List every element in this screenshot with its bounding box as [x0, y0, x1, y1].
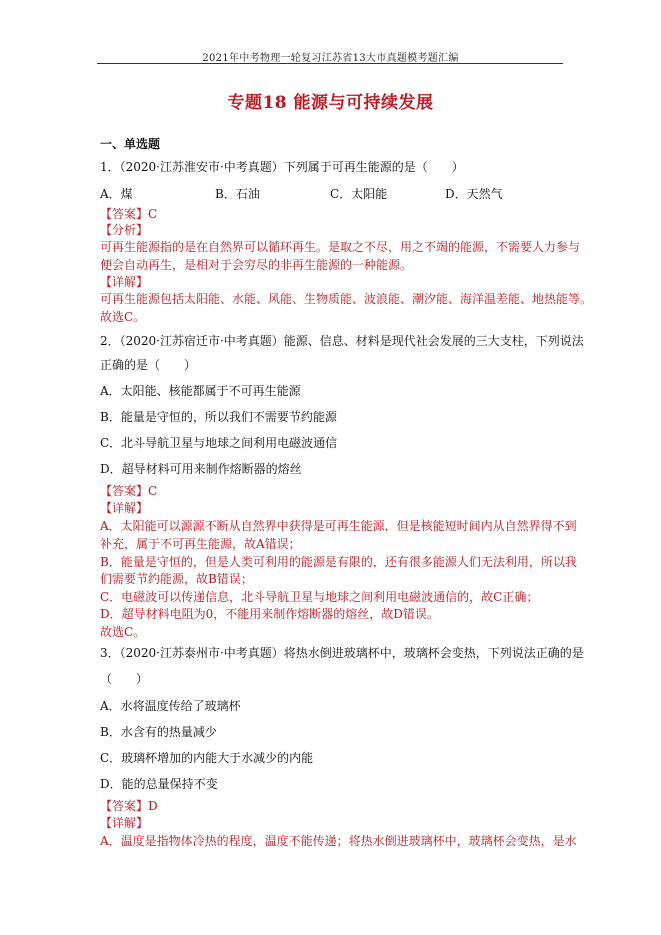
q2-detail-line: D．超导材料电阻为0，不能用来制作熔断器的熔丝，故D错误。 [100, 607, 439, 621]
q2-detail-line: A．太阳能可以源源不断从自然界中获得是可再生能源，但是核能短时间内从自然界得不到 [100, 519, 577, 533]
q1-detail-line: 可再生能源包括太阳能、水能、风能、生物质能、波浪能、潮汐能、海洋温差能、地热能等。 [100, 292, 593, 306]
q2-detail-line: 们需要节约能源，故B错误； [100, 572, 253, 586]
q2-option-c: C．北斗导航卫星与地球之间利用电磁波通信 [100, 436, 338, 450]
q3-option-c: C．玻璃杯增加的内能大于水减少的内能 [100, 751, 314, 765]
q3-detail-line: A．温度是指物体冷热的程度，温度不能传递；将热水倒进玻璃杯中，玻璃杯会变热，是水 [100, 834, 577, 848]
q3-answer: 【答案】D [100, 799, 158, 813]
q2-answer: 【答案】C [100, 484, 158, 498]
q2-stem-line: 正确的是（ ） [100, 358, 197, 372]
q2-detail-line: 故选C。 [100, 625, 146, 639]
section-heading: 一、单选题 [100, 137, 161, 151]
q2-detail-label: 【详解】 [100, 501, 149, 515]
running-header: 2021年中考物理一轮复习江苏省13大市真题模考题汇编 [202, 53, 459, 64]
q1-option-b: B．石油 [215, 187, 260, 201]
q2-option-b: B．能量是守恒的，所以我们不需要节约能源 [100, 410, 337, 424]
q2-detail-line: B．能量是守恒的，但是人类可利用的能源是有限的，还有很多能源人们无法利用，所以我 [100, 555, 577, 569]
q1-option-a: A．煤 [100, 187, 133, 201]
header-rule [97, 63, 563, 64]
q1-analysis-label: 【分析】 [100, 223, 149, 237]
q3-option-b: B．水含有的热量减少 [100, 725, 217, 739]
q2-stem-line: 2．（2020·江苏宿迁市·中考真题）能源、信息、材料是现代社会发展的三大支柱，下列说法 [100, 334, 584, 348]
q1-option-c: C．太阳能 [330, 187, 388, 201]
q3-stem-line: （ ） [100, 672, 149, 686]
q3-option-d: D．能的总量保持不变 [100, 777, 218, 791]
q3-option-a: A．水将温度传给了玻璃杯 [100, 699, 241, 713]
q1-option-d: D．天然气 [445, 187, 503, 201]
q1-analysis-line: 便会自动再生，是相对于会穷尽的非再生能源的一种能源。 [100, 258, 413, 272]
q2-option-d: D．超导材料可用来制作熔断器的熔丝 [100, 462, 302, 476]
q2-detail-line: 补充，属于不可再生能源，故A错误； [100, 537, 301, 551]
q1-answer: 【答案】C [100, 207, 158, 221]
q1-analysis-line: 可再生能源指的是在自然界可以循环再生。是取之不尽，用之不竭的能源，不需要人力参与 [100, 240, 581, 254]
q2-detail-line: C．电磁波可以传递信息，北斗导航卫星与地球之间利用电磁波通信的，故C正确； [100, 590, 539, 604]
q1-detail-label: 【详解】 [100, 275, 149, 289]
q1-stem: 1．（2020·江苏淮安市·中考真题）下列属于可再生能源的是（ ） [100, 160, 464, 174]
q3-detail-label: 【详解】 [100, 816, 149, 830]
q1-detail-line: 故选C。 [100, 310, 146, 324]
q3-stem-line: 3．（2020·江苏泰州市·中考真题）将热水倒进玻璃杯中，玻璃杯会变热，下列说法正确的是 [100, 646, 584, 660]
page-title: 专题18 能源与可持续发展 [227, 93, 434, 113]
q2-option-a: A．太阳能、核能都属于不可再生能源 [100, 384, 301, 398]
